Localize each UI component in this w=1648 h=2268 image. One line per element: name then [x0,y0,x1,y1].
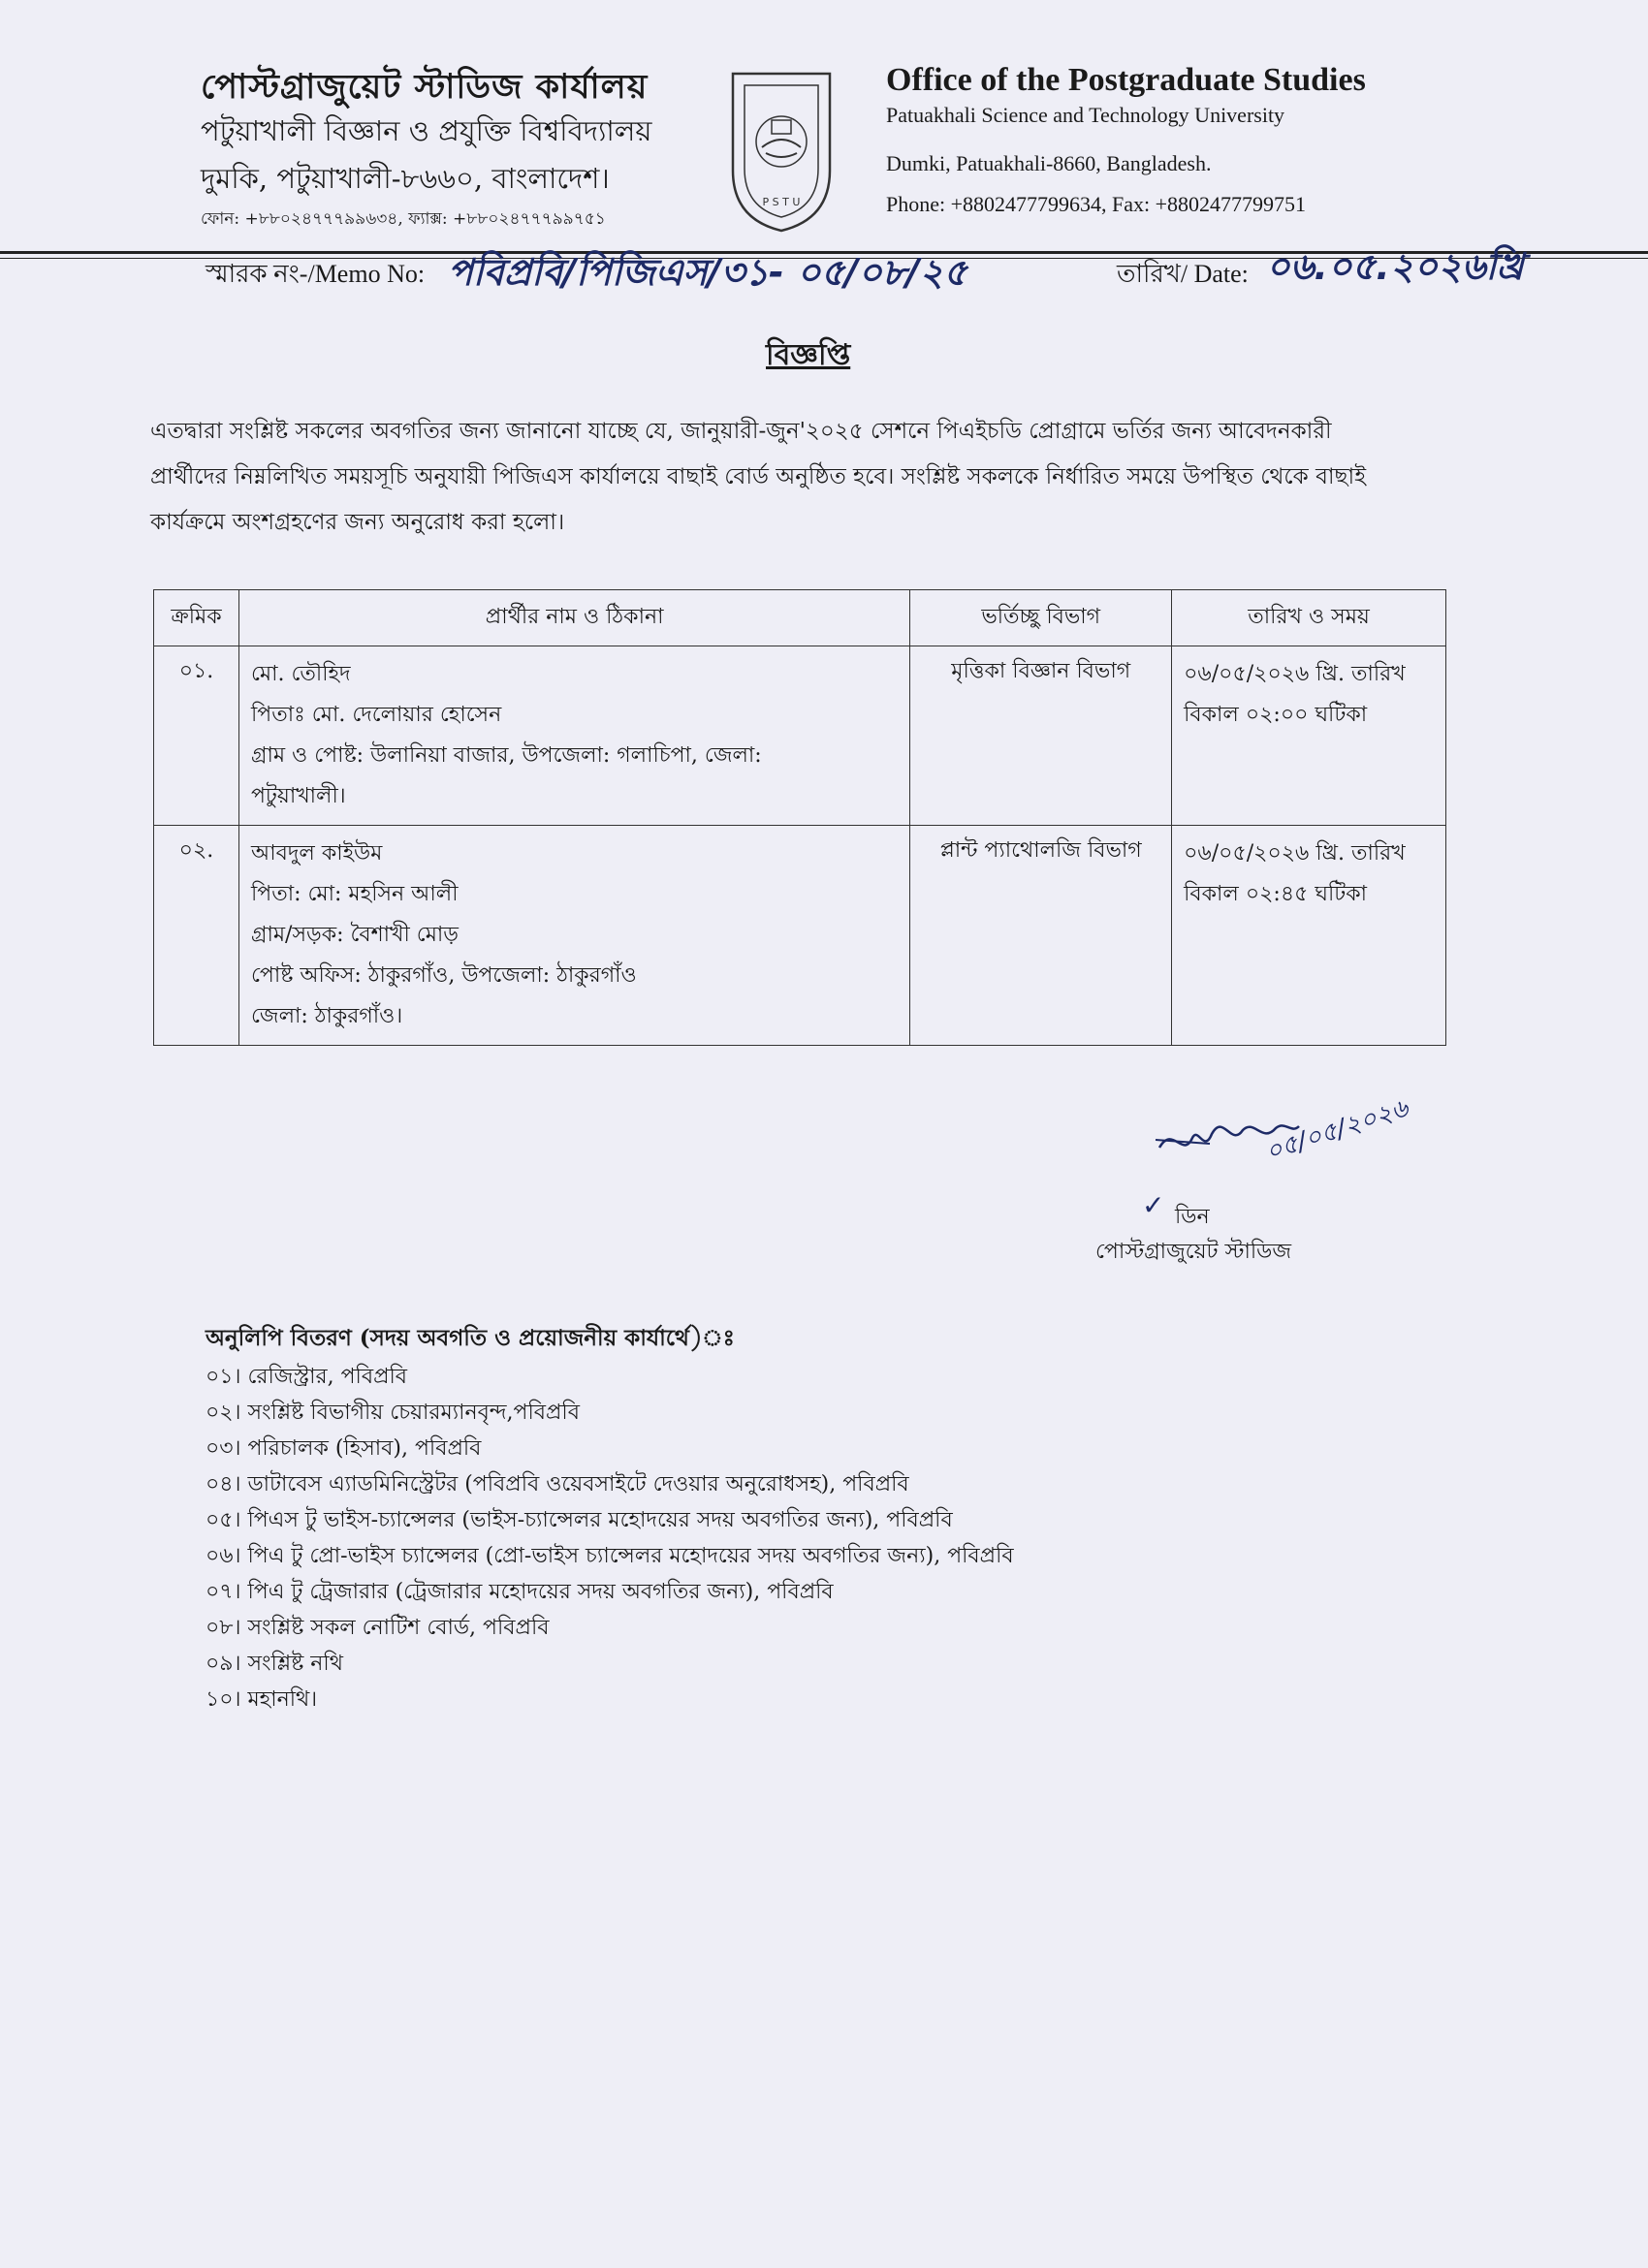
header-date-time: তারিখ ও সময় [1172,590,1446,646]
memo-number-handwritten: পবিপ্রবি/পিজিএস/৩১- ০৫/০৮/২৫ [448,251,967,294]
candidate-father: পিতাঃ মো. দেলোয়ার হোসেন [250,703,502,727]
candidate-father: পিতা: মো: মহসিন আলী [250,882,459,906]
candidates-table [153,589,1446,1046]
en-office-title: Office of the Postgraduate Studies [886,62,1366,98]
header-serial: ক্রমিক [154,590,239,646]
check-mark-icon: ✓ [1142,1189,1165,1221]
row-date-time [1172,646,1446,826]
date-handwritten: ০৬.০৫.২০২৬খ্রি [1266,245,1524,288]
signatory-title: ডিন [1175,1205,1210,1229]
list-item: ০৫। পিএস টু ভাইস-চ্যান্সেলর (ভাইস-চ্যান্সেলর মহোদয়ের সদয় অবগতির জন্য), পবিপ্রবি [206,1508,953,1532]
signatory-office: পোস্টগ্রাজুয়েট স্টাডিজ [1095,1240,1292,1264]
row-department: মৃত্তিকা বিজ্ঞান বিভাগ [910,646,1172,826]
header-department: ভর্তিচ্ছু বিভাগ [910,590,1172,646]
table-header-row [154,590,1446,646]
notice-paragraph [150,409,1449,546]
row-serial: ০২. [154,826,239,1046]
table-row [154,826,1446,1046]
header-name-address: প্রার্থীর নাম ও ঠিকানা [238,590,909,646]
candidate-address: পটুয়াখালী। [250,784,346,808]
candidate-name: আবদুল কাইউম [250,841,383,866]
list-item: ০১। রেজিস্ট্রার, পবিপ্রবি [206,1365,408,1389]
table-row [154,646,1446,826]
list-item: ০৪। ডাটাবেস এ্যাডমিনিস্ট্রেটর (পবিপ্রবি ওয়েবসাইটে দেওয়ার অনুরোধসহ), পবিপ্রবি [206,1472,909,1496]
en-address: Dumki, Patuakhali-8660, Bangladesh. [886,151,1212,175]
list-item: ০৮। সংশ্লিষ্ট সকল নোটিশ বোর্ড, পবিপ্রবি [206,1616,550,1640]
row-department: প্লান্ট প্যাথোলজি বিভাগ [910,826,1172,1046]
bn-contact: ফোন: +৮৮০২৪৭৭৭৯৯৬৩৪, ফ্যাক্স: +৮৮০২৪৭৭৭৯৯৭৫১ [201,209,606,229]
candidate-address: জেলা: ঠাকুরগাঁও। [250,1004,403,1028]
candidate-name: মো. তৌহিদ [250,662,351,686]
en-university-name: Patuakhali Science and Technology University [886,103,1285,127]
row-serial: ০১. [154,646,239,826]
list-item: ১০। মহানথি। [206,1687,318,1712]
list-item: ০৯। সংশ্লিষ্ট নথি [206,1652,343,1676]
en-contact: Phone: +8802477799634, Fax: +8802477799751 [886,192,1307,216]
row-time: বিকাল ০২:৪৫ ঘটিকা [1184,882,1368,906]
row-date: ০৬/০৫/২০২৬ খ্রি. তারিখ [1184,662,1406,686]
row-date: ০৬/০৫/২০২৬ খ্রি. তারিখ [1184,841,1406,866]
list-item: ০২। সংশ্লিষ্ট বিভাগীয় চেয়ারম্যানবৃন্দ,পবিপ্রবি [206,1401,580,1425]
bn-university-name: পটুয়াখালী বিজ্ঞান ও প্রযুক্তি বিশ্ববিদ্যালয় [201,114,652,147]
svg-text:P S T U: P S T U [762,196,801,208]
signature-date-handwritten: ০৫/০৫/২০২৬ [1261,1093,1412,1168]
date-label: তারিখ/ Date: [1117,260,1249,288]
candidate-address: গ্রাম ও পোষ্ট: উলানিয়া বাজার, উপজেলা: গলাচিপা, জেলা: [250,743,762,768]
candidate-address: পোষ্ট অফিস: ঠাকুরগাঁও, উপজেলা: ঠাকুরগাঁও [250,963,637,988]
row-name-address [238,826,909,1046]
row-date-time [1172,826,1446,1046]
candidate-address: গ্রাম/সড়ক: বৈশাখী মোড় [250,923,459,947]
list-item: ০৩। পরিচালক (হিসাব), পবিপ্রবি [206,1436,482,1461]
notice-paragraph-line: প্রার্থীদের নিম্নলিখিত সময়সূচি অনুযায়ী পিজিএস কার্যালয়ে বাছাই বোর্ড অনুষ্ঠিত হবে। সংশ্লিষ্ট সকলকে নির্ধারিত সময়ে উপস্থিত থেকে বাছাই [150,464,1367,489]
row-name-address [238,646,909,826]
list-item: ০৭। পিএ টু ট্রেজারার (ট্রেজারার মহোদয়ের সদয় অবগতির জন্য), পবিপ্রবি [206,1580,834,1604]
university-seal-logo [719,64,843,235]
distribution-list [206,1359,1466,1717]
memo-label: স্মারক নং-/Memo No: [206,260,426,288]
bn-address: দুমকি, পটুয়াখালী-৮৬৬০, বাংলাদেশ। [201,162,610,195]
distribution-heading: অনুলিপি বিতরণ (সদয় অবগতি ও প্রয়োজনীয় কার্যার্থে)ঃ [206,1325,735,1351]
row-time: বিকাল ০২:০০ ঘটিকা [1184,703,1368,727]
bn-office-title: পোস্টগ্রাজুয়েট স্টাডিজ কার্যালয় [201,67,649,107]
list-item: ০৬। পিএ টু প্রো-ভাইস চ্যান্সেলর (প্রো-ভাইস চ্যান্সেলর মহোদয়ের সদয় অবগতির জন্য), পবিপ্রবি [206,1544,1014,1568]
notice-paragraph-line: এতদ্বারা সংশ্লিষ্ট সকলের অবগতির জন্য জানানো যাচ্ছে যে, জানুয়ারী-জুন'২০২৫ সেশনে পিএইচডি প্রোগ্রামে ভর্তির জন্য আবেদনকারী [150,419,1332,444]
notice-title: বিজ্ঞপ্তি [766,338,851,372]
notice-paragraph-line: কার্যক্রমে অংশগ্রহণের জন্য অনুরোধ করা হলো। [150,510,565,535]
